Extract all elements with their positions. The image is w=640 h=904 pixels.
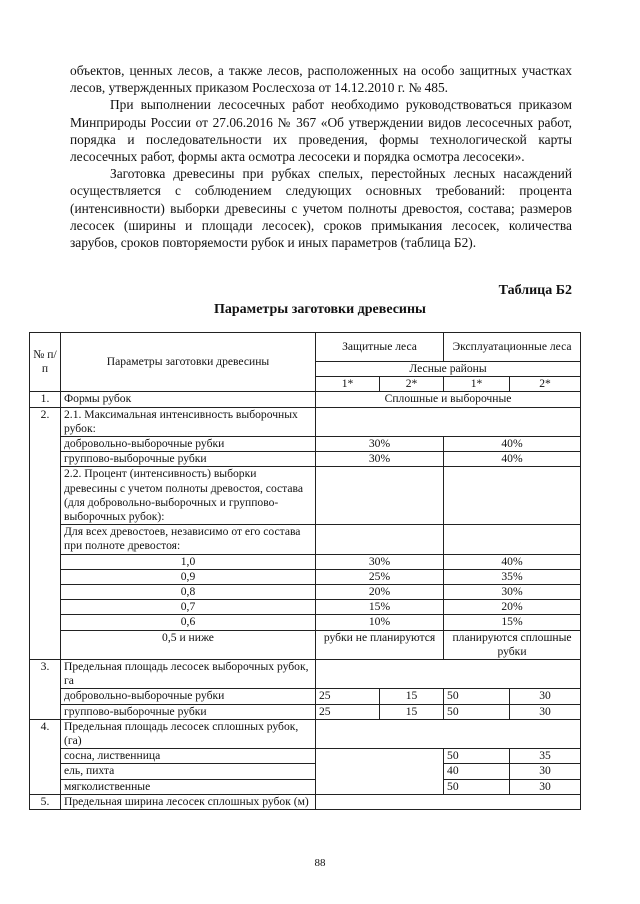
table-row: добровольно-выборочные рубки 25 15 50 30 — [30, 689, 581, 704]
table-row: группово-выборочные рубки 30% 40% — [30, 452, 581, 467]
header-region-2b: 2* — [510, 377, 581, 392]
table-row: 2. 2.1. Максимальная интенсивность выборочных рубок: — [30, 407, 581, 436]
table-row: 0,5 и ниже рубки не планируются планируются сплошные рубки — [30, 630, 581, 659]
header-row-1 — [30, 333, 581, 362]
table-row: добровольно-выборочные рубки 30% 40% — [30, 437, 581, 452]
table-row: мягколиственные 50 30 — [30, 779, 581, 794]
table-row: ель, пихта 40 30 — [30, 764, 581, 779]
table-label: Таблица Б2 — [498, 283, 572, 298]
parameters-table — [29, 332, 581, 810]
table-row: 4. Предельная площадь лесосек сплошных рубок, (га) — [30, 719, 581, 748]
page-number: 88 — [314, 857, 326, 869]
table-row: сосна, лиственница 50 35 — [30, 749, 581, 764]
paragraph-3: Заготовка древесины при рубках спелых, перестойных лесных насаждений осуществляется с соблюдением следующих основных требований: процента (интенсивности) выборки древесины с учетом полноты древостоя, состава; размеров лесосек (ширины и площади лесосек), сроков примыкания лесосек, количества зарубов, сроков повторяемости рубок и иных параметров (таблица Б2). — [70, 166, 572, 251]
table-row: 3. Предельная площадь лесосек выборочных рубок, га — [30, 660, 581, 689]
paragraph-2: При выполнении лесосечных работ необходимо руководствоваться приказом Минприроды России от 27.06.2016 № 367 «Об утверждении видов лесосечных работ, порядка и последовательности их проведения, формы технологической карты лесосечных работ, формы акта осмотра лесосеки и порядка осмотра лесосеки». — [70, 97, 572, 165]
paragraph-1: объектов, ценных лесов, а также лесов, расположенных на особо защитных участках лесов, утвержденных приказом Рослесхоза от 14.12.2010 г. № 485. — [70, 63, 572, 96]
table-row: 1,0 30% 40% — [30, 554, 581, 569]
table-row: 0,8 20% 30% — [30, 585, 581, 600]
table-row: группово-выборочные рубки 25 15 50 30 — [30, 704, 581, 719]
header-num: № п/п — [30, 333, 61, 392]
table-row: 1. Формы рубок Сплошные и выборочные — [30, 392, 581, 407]
header-region-1b: 1* — [444, 377, 510, 392]
table-row: Для всех древостоев, независимо от его состава при полноте древостоя: — [30, 525, 581, 554]
body-text — [70, 62, 572, 251]
header-protective: Защитные леса — [316, 333, 444, 362]
table-row: 0,7 15% 20% — [30, 600, 581, 615]
table-row: 5. Предельная ширина лесосек сплошных рубок (м) — [30, 794, 581, 809]
header-param: Параметры заготовки древесины — [61, 333, 316, 392]
header-region-2a: 2* — [380, 377, 444, 392]
header-exploitation: Эксплуатационные леса — [444, 333, 581, 362]
header-region-1a: 1* — [316, 377, 380, 392]
table-title: Параметры заготовки древесины — [214, 302, 426, 317]
table-row: 0,9 25% 35% — [30, 569, 581, 584]
table-row: 0,6 10% 15% — [30, 615, 581, 630]
table-row: 2.2. Процент (интенсивность) выборки древесины с учетом полноты древостоя, состава (для добровольно-выборочных и группово-выборочных рубок): — [30, 467, 581, 525]
header-regions: Лесные районы — [316, 362, 581, 377]
